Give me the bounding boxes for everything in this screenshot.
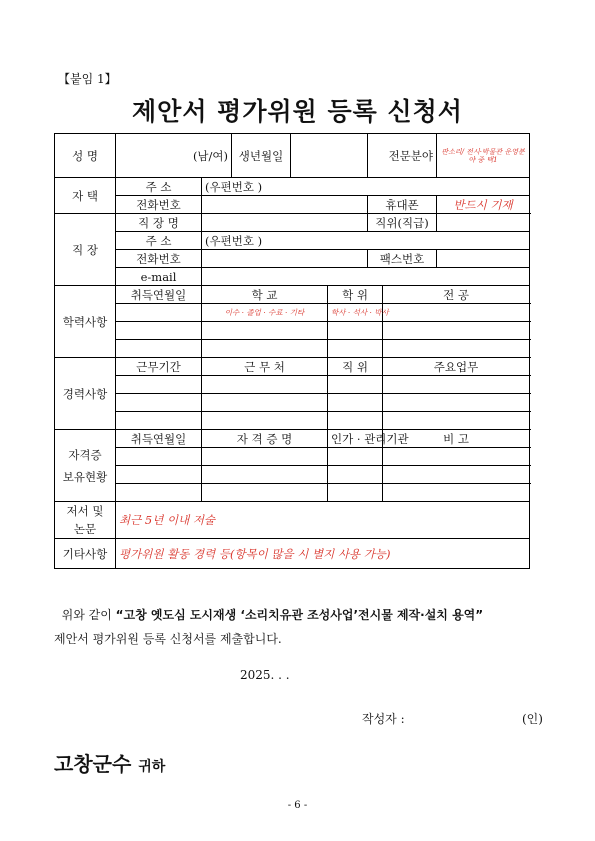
- work-address-label: 주 소: [116, 232, 202, 250]
- pub-label: [55, 502, 116, 539]
- position-label: 직위(직급): [368, 214, 437, 232]
- edu-note: 이수 · 졸업 · 수료 · 기타: [202, 304, 328, 322]
- cert-label-line1: 자격증: [68, 447, 102, 462]
- edu-col-date: 취득연월일: [116, 286, 202, 304]
- page-title: 제안서 평가위원 등록 신청서: [132, 97, 463, 126]
- cert-col-note: 비 고: [383, 430, 530, 448]
- etc-label: 기타사항: [55, 539, 116, 569]
- date-line: 2025. . .: [240, 668, 290, 682]
- workplace-field[interactable]: [202, 214, 368, 232]
- cert-col-date: 취득연월일: [116, 430, 202, 448]
- edu-col-school: 학 교: [202, 286, 328, 304]
- pub-label-line2: 논문: [73, 522, 97, 536]
- cert-col-name: 자 격 증 명: [202, 430, 328, 448]
- home-phone-field[interactable]: [202, 196, 368, 214]
- email-field[interactable]: [202, 268, 530, 286]
- email-label: e-mail: [116, 268, 202, 286]
- statement: [54, 603, 544, 651]
- cert-col-agency: 인가 · 관리기관: [328, 430, 383, 448]
- position-field[interactable]: [437, 214, 530, 232]
- mobile-label: 휴대폰: [368, 196, 437, 214]
- addressee-name: 고창군수: [54, 752, 132, 776]
- author-label: 작성자 :: [362, 712, 405, 726]
- edu-cell[interactable]: [383, 304, 530, 322]
- home-phone-label: 전화번호: [116, 196, 202, 214]
- home-label: 자 택: [55, 178, 116, 214]
- birth-label: 생년월일: [232, 134, 291, 178]
- career-label: 경력사항: [55, 358, 116, 430]
- registration-form: [54, 133, 530, 569]
- home-postal[interactable]: (우편번호 ): [202, 178, 530, 196]
- etc-note[interactable]: 평가위원 활동 경력 등(항목이 많을 시 별지 사용 가능): [116, 539, 530, 569]
- mobile-note[interactable]: 반드시 기재: [437, 196, 530, 214]
- cert-label-line2: 보유현황: [62, 469, 108, 484]
- field-label: 전문분야: [368, 134, 437, 178]
- attachment-tag: 【붙임 1】: [58, 72, 117, 86]
- statement-post: 제안서 평가위원 등록 신청서를 제출합니다.: [54, 632, 282, 646]
- edu-col-degree: 학 위: [328, 286, 383, 304]
- project-name: “고창 옛도심 도시재생 ‘소리치유관 조성사업’전시물 제작·설치 용역”: [115, 608, 484, 622]
- pub-label-line1: 저서 및: [66, 504, 104, 518]
- work-phone-label: 전화번호: [116, 250, 202, 268]
- name-label: 성 명: [55, 134, 116, 178]
- career-col-workplace: 근 무 처: [202, 358, 328, 376]
- cert-label: [55, 430, 116, 502]
- addressee-suffix: 귀하: [138, 759, 166, 775]
- career-col-position: 직 위: [328, 358, 383, 376]
- gender-label: (남/여): [116, 134, 232, 178]
- work-label: 직 장: [55, 214, 116, 286]
- career-col-period: 근무기간: [116, 358, 202, 376]
- fax-label: 팩스번호: [368, 250, 437, 268]
- seal-label: (인): [522, 712, 543, 726]
- edu-label: 학력사항: [55, 286, 116, 358]
- home-address-label: 주 소: [116, 178, 202, 196]
- birth-field[interactable]: [291, 134, 368, 178]
- work-postal[interactable]: (우편번호 ): [202, 232, 530, 250]
- edu-cell[interactable]: [116, 304, 202, 322]
- addressee: [54, 748, 165, 777]
- workplace-label: 직 장 명: [116, 214, 202, 232]
- career-col-duties: 주요업무: [383, 358, 530, 376]
- fax-field[interactable]: [437, 250, 530, 268]
- edu-col-major: 전 공: [383, 286, 530, 304]
- statement-pre: 위와 같이: [61, 608, 116, 622]
- pub-note[interactable]: 최근 5년 이내 저술: [116, 502, 530, 539]
- degree-note: 학사 · 석사 · 박사: [328, 304, 383, 322]
- page-number: - 6 -: [287, 800, 308, 811]
- field-note: 판소리/ 전시·박물관 운영분야 중 택1: [437, 134, 530, 178]
- work-phone-field[interactable]: [202, 250, 368, 268]
